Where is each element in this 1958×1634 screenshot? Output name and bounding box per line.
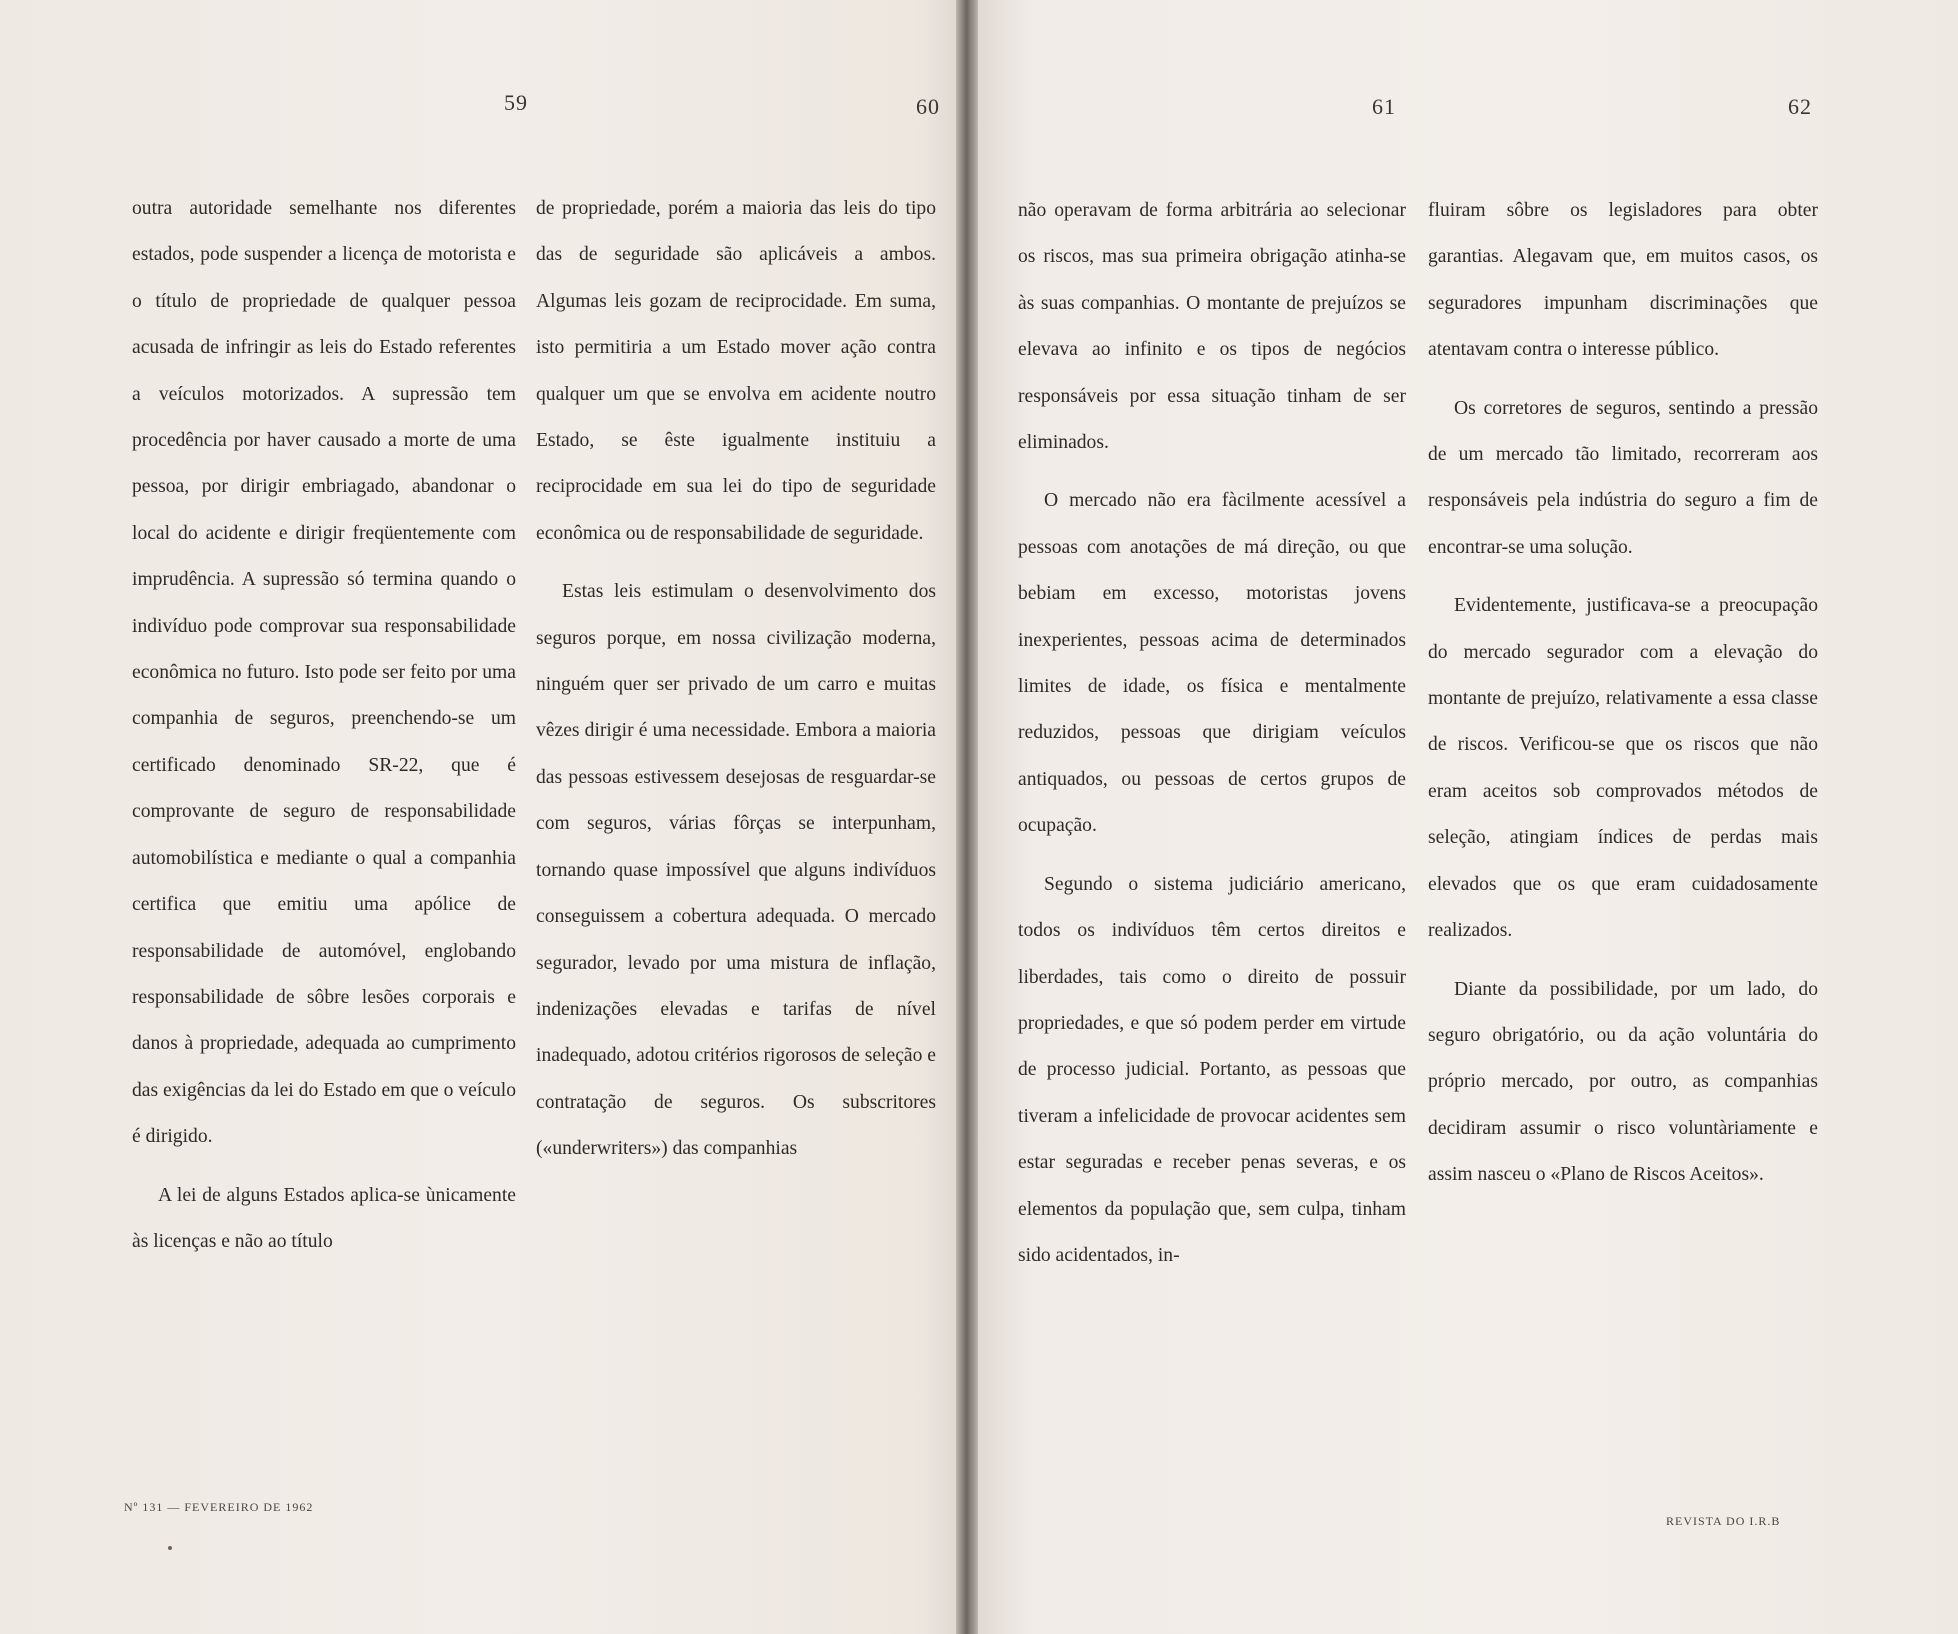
ink-speck <box>168 1546 172 1550</box>
paragraph: Evidentemente, justificava-se a preocupação do mercado segurador com a elevação do montante de prejuízo, relativamente a essa classe de riscos. Verificou-se que os riscos que não eram aceitos sob comprovados métodos de seleção, atingiam índices de perdas mais elevados que os que eram cuidadosamente realizados. <box>1428 595 1818 942</box>
book-gutter <box>956 0 978 1634</box>
paragraph: Estas leis estimulam o desenvolvimento dos seguros porque, em nossa civilização moderna, ninguém quer ser privado de um carro e muitas vêzes dirigir é uma necessidade. Embora a maioria das pessoas estivessem desejosas de resguardar-se com seguros, várias fôrças se interpunham, tornando quase impossível que alguns indivíduos conseguissem a cobertura adequada. O mercado segurador, levado por uma mistura de inflação, indenizações elevadas e tarifas de nível inadequado, adotou critérios rigorosos de seleção e contratação de seguros. Os subscritores («underwriters») das companhias <box>536 581 936 1160</box>
page-number-59: 59 <box>504 90 528 115</box>
paragraph: Diante da possibilidade, por um lado, do seguro obrigatório, ou da ação voluntária do próprio mercado, por outro, as companhias decidiram assumir o risco voluntàriamente e assim nasceu o «Plano de Riscos Aceitos». <box>1428 978 1818 1186</box>
paragraph: de propriedade, porém a maioria das leis do tipo das de seguridade são aplicáveis a ambos. Algumas leis gozam de reciprocidade. Em suma, isto permitiria a um Estado mover ação contra qualquer um que se envolva em acidente noutro Estado, se êste igualmente instituiu a reciprocidade em sua lei do tipo de seguridade econômica ou de responsabilidade de seguridade. <box>536 198 936 544</box>
text-column-page-60 <box>536 186 936 1173</box>
text-column-page-62 <box>1428 188 1818 1199</box>
paragraph: fluiram sôbre os legisladores para obter garantias. Alegavam que, em muitos casos, os seguradores impunham discriminações que atentavam contra o interesse público. <box>1428 200 1818 361</box>
paragraph: não operavam de forma arbitrária ao selecionar os riscos, mas sua primeira obrigação atinha-se às suas companhias. O montante de prejuízos se elevava ao infinito e os tipos de negócios responsáveis por essa situação tinham de ser eliminados. <box>1018 200 1406 454</box>
footer-journal-name: REVISTA DO I.R.B <box>1666 1514 1781 1528</box>
paragraph: Os corretores de seguros, sentindo a pressão de um mercado tão limitado, recorreram aos responsáveis pela indústria do seguro a fim de encontrar-se uma solução. <box>1428 397 1818 558</box>
paragraph: A lei de alguns Estados aplica-se ùnicamente às licenças e não ao título <box>132 1184 516 1252</box>
text-column-page-61 <box>1018 188 1406 1279</box>
paragraph: Segundo o sistema judiciário americano, todos os indivíduos têm certos direitos e liberdades, tais como o direito de possuir propriedades, e que só podem perder em virtude de processo judicial. Portanto, as pessoas que tiveram a infelicidade de provocar acidentes sem estar seguradas e receber penas severas, e os elementos da população que, sem culpa, tinham sido acidentados, in- <box>1018 873 1406 1266</box>
paragraph: O mercado não era fàcilmente acessível a pessoas com anotações de má direção, ou que bebiam em excesso, motoristas jovens inexperientes, pessoas acima de determinados limites de idade, os física e mentalmente reduzidos, pessoas que dirigiam veículos antiquados, ou pessoas de certos grupos de ocupação. <box>1018 490 1406 837</box>
text-column-page-59 <box>132 186 516 1265</box>
footer-issue-date: Nº 131 — FEVEREIRO DE 1962 <box>124 1500 314 1514</box>
page-number-60: 60 <box>916 94 940 119</box>
page-number-62: 62 <box>1788 94 1812 119</box>
page-number-61: 61 <box>1372 94 1396 119</box>
paragraph: outra autoridade semelhante nos diferentes estados, pode suspender a licença de motorista e o título de propriedade de qualquer pessoa acusada de infringir as leis do Estado referentes a veículos motorizados. A supressão tem procedência por haver causado a morte de uma pessoa, por dirigir embriagado, abandonar o local do acidente e dirigir freqüentemente com imprudência. A supressão só termina quando o indivíduo pode comprovar sua responsabilidade econômica no futuro. Isto pode ser feito por uma companhia de seguros, preenchendo-se um certificado denominado SR-22, que é comprovante de seguro de responsabilidade automobilística e mediante o qual a companhia certifica que emitiu uma apólice de responsabilidade de automóvel, englobando responsabilidade de sôbre lesões corporais e danos à propriedade, adequada ao cumprimento das exigências da lei do Estado em que o veículo é dirigido. <box>132 198 516 1148</box>
